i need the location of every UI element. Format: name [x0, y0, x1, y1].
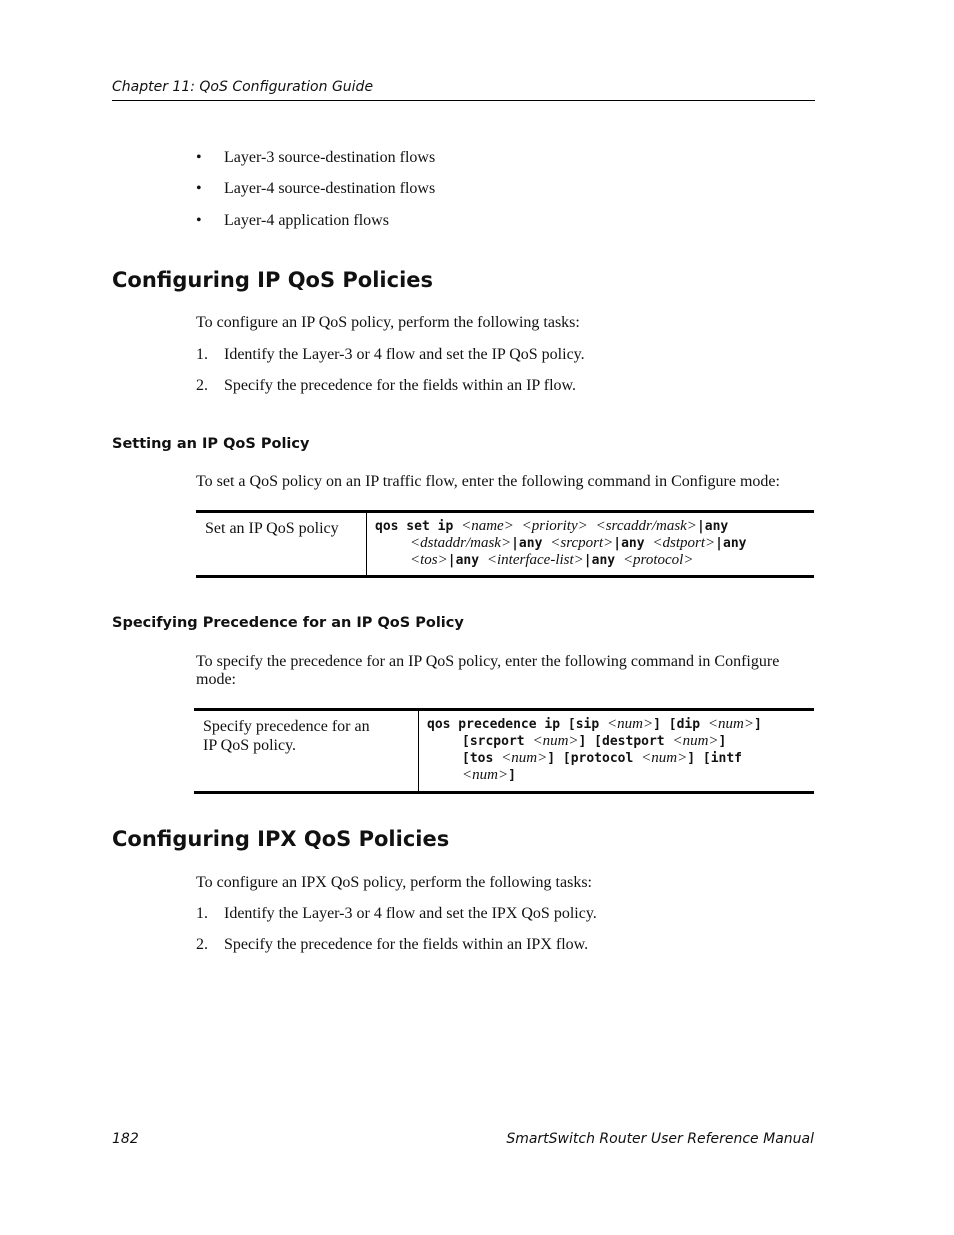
- command-table-precedence: [194, 708, 814, 794]
- command-description-line: Specify precedence for an: [203, 718, 370, 735]
- step-number: 1.: [196, 346, 208, 363]
- command-line: [srcport <num>] [destport <num>]: [462, 733, 727, 749]
- subsection-title-precedence: Specifying Precedence for an IP QoS Policy: [112, 615, 464, 631]
- command-line: qos set ip <name> <priority> <srcaddr/mask>|any: [375, 518, 729, 534]
- precedence-intro-line-2: mode:: [196, 671, 236, 688]
- command-table-set-policy: [196, 510, 814, 578]
- step-number: 2.: [196, 377, 208, 394]
- step-item: [196, 377, 576, 395]
- step-text: Specify the precedence for the fields within an IP flow.: [224, 377, 577, 394]
- precedence-intro-line-1: To specify the precedence for an IP QoS policy, enter the following command in Configure: [196, 653, 780, 670]
- bullet-marker: •: [196, 212, 202, 229]
- step-text: Identify the Layer-3 or 4 flow and set the IP QoS policy.: [224, 346, 585, 363]
- bullet-text: Layer-4 application flows: [224, 212, 389, 229]
- bullet-item: [196, 212, 389, 230]
- bullet-item: [196, 180, 435, 198]
- step-item: [196, 346, 585, 364]
- command-syntax: [375, 513, 746, 569]
- section-ip-intro: To configure an IP QoS policy, perform the following tasks:: [196, 314, 580, 331]
- command-line: <tos>|any <interface-list>|any <protocol>: [410, 552, 694, 568]
- section-title-ip: Configuring IP QoS Policies: [112, 268, 434, 292]
- step-number: 1.: [196, 905, 208, 922]
- setting-intro: To set a QoS policy on an IP traffic flow, enter the following command in Configure mode:: [196, 473, 780, 490]
- page-number: 182: [112, 1131, 139, 1147]
- step-item: [196, 905, 597, 923]
- table-divider: [366, 513, 367, 575]
- command-line: qos precedence ip [sip <num>] [dip <num>]: [427, 716, 762, 732]
- command-description-line: IP QoS policy.: [203, 737, 297, 754]
- bullet-text: Layer-4 source-destination flows: [224, 180, 436, 197]
- step-number: 2.: [196, 936, 208, 953]
- command-line: [tos <num>] [protocol <num>] [intf: [462, 750, 743, 766]
- bullet-marker: •: [196, 180, 202, 197]
- bullet-marker: •: [196, 149, 202, 166]
- table-divider: [418, 711, 419, 791]
- command-line: <dstaddr/mask>|any <srcport>|any <dstport>|any: [410, 535, 747, 551]
- step-text: Specify the precedence for the fields within an IPX flow.: [224, 936, 589, 953]
- section-title-ipx: Configuring IPX QoS Policies: [112, 827, 450, 851]
- running-header: Chapter 11: QoS Configuration Guide: [112, 79, 374, 95]
- command-line: <num>]: [462, 767, 516, 783]
- step-text: Identify the Layer-3 or 4 flow and set the IPX QoS policy.: [224, 905, 597, 922]
- command-description: Set an IP QoS policy: [205, 520, 339, 537]
- bullet-text: Layer-3 source-destination flows: [224, 149, 436, 166]
- subsection-title-setting: Setting an IP QoS Policy: [112, 436, 310, 452]
- step-item: [196, 936, 588, 954]
- bullet-item: [196, 149, 435, 167]
- command-description: [203, 711, 418, 791]
- command-syntax: [427, 711, 762, 784]
- manual-title: SmartSwitch Router User Reference Manual: [506, 1131, 814, 1147]
- section-ipx-intro: To configure an IPX QoS policy, perform the following tasks:: [196, 874, 592, 891]
- header-rule: [112, 100, 815, 101]
